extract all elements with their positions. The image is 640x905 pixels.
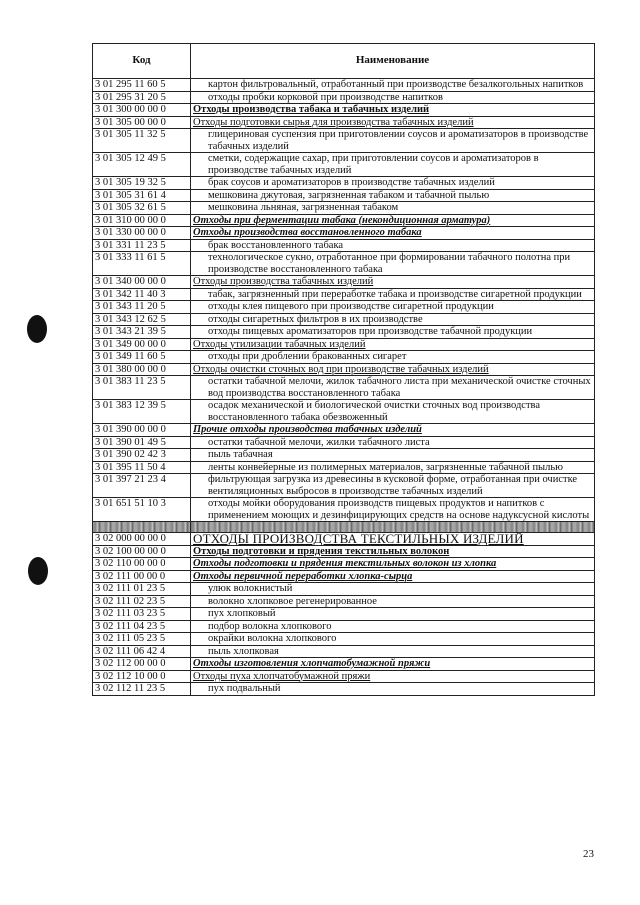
waste-code: 3 01 305 12 49 5 bbox=[93, 153, 191, 177]
table-row bbox=[93, 570, 595, 583]
waste-name-text: фильтрующая загрузка из древесины в кусковой форме, отработанная при очистке вентиляционных выбросов в производстве табачных изделий bbox=[208, 474, 578, 497]
waste-name-text: Отходы производства табака и табачных изделий bbox=[193, 104, 430, 115]
waste-code: 3 01 343 12 62 5 bbox=[93, 313, 191, 326]
table-row bbox=[93, 177, 595, 190]
waste-name bbox=[191, 376, 595, 400]
waste-name-text: отходы при дроблении бракованных сигарет bbox=[208, 351, 407, 362]
waste-code: 3 01 305 00 00 0 bbox=[93, 116, 191, 129]
table-row bbox=[93, 91, 595, 104]
table-header-row bbox=[93, 44, 595, 79]
waste-name bbox=[191, 498, 595, 522]
waste-name bbox=[191, 326, 595, 339]
waste-name bbox=[191, 474, 595, 498]
table-row bbox=[93, 449, 595, 462]
waste-name bbox=[191, 533, 595, 546]
waste-name-text: пух подвальный bbox=[208, 683, 281, 694]
waste-name-text: мешковина джутовая, загрязненная табаком и табачной пылью bbox=[208, 189, 490, 201]
table-row bbox=[93, 129, 595, 153]
waste-name-text: пух хлопковый bbox=[208, 608, 276, 619]
waste-name bbox=[191, 189, 595, 202]
waste-code: 3 01 305 31 61 4 bbox=[93, 189, 191, 202]
waste-name-text: остатки табачной мелочи, жилки табачного листа bbox=[208, 436, 430, 448]
column-header-name: Наименование bbox=[191, 44, 595, 79]
waste-code: 3 01 300 00 00 0 bbox=[93, 104, 191, 117]
waste-name-text: отходы сигаретных фильтров в их производстве bbox=[208, 313, 423, 325]
waste-name bbox=[191, 683, 595, 696]
waste-code: 3 02 112 00 00 0 bbox=[93, 658, 191, 671]
waste-name-text: ленты конвейерные из полимерных материалов, загрязненные табачной пылью bbox=[208, 461, 563, 473]
waste-name-text: Прочие отходы производства табачных изделий bbox=[193, 424, 422, 435]
table-row bbox=[93, 326, 595, 339]
waste-name bbox=[191, 276, 595, 289]
waste-name bbox=[191, 104, 595, 117]
waste-name-text: Отходы производства табачных изделий bbox=[193, 276, 374, 287]
punch-hole bbox=[28, 557, 48, 585]
waste-code: 3 01 390 00 00 0 bbox=[93, 424, 191, 437]
waste-name-text: глицериновая суспензия при приготовлении соусов и ароматизаторов в производстве табачных изделий bbox=[208, 129, 589, 152]
table-row bbox=[93, 338, 595, 351]
waste-name-text: картон фильтровальный, отработанный при производстве безалкогольных напитков bbox=[208, 79, 584, 90]
table-row bbox=[93, 363, 595, 376]
waste-name bbox=[191, 301, 595, 314]
waste-name bbox=[191, 424, 595, 437]
table-row bbox=[93, 608, 595, 621]
waste-name bbox=[191, 620, 595, 633]
waste-name-text: брак восстановленного табака bbox=[208, 239, 344, 251]
waste-code: 3 01 395 11 50 4 bbox=[93, 461, 191, 474]
waste-code: 3 01 651 51 10 3 bbox=[93, 498, 191, 522]
waste-name-text: остатки табачной мелочи, жилок табачного листа при механической очистке сточных вод производства восстановленного табака bbox=[208, 376, 591, 399]
waste-code: 3 02 111 06 42 4 bbox=[93, 645, 191, 658]
waste-code: 3 02 111 02 23 5 bbox=[93, 595, 191, 608]
table-row bbox=[93, 214, 595, 227]
waste-name bbox=[191, 129, 595, 153]
table-row bbox=[93, 116, 595, 129]
waste-name bbox=[191, 633, 595, 646]
waste-name-text: Отходы производства восстановленного табака bbox=[193, 227, 422, 238]
table-row bbox=[93, 400, 595, 424]
table-row bbox=[93, 189, 595, 202]
table-row bbox=[93, 104, 595, 117]
waste-name-text: отходы пробки корковой при производстве напитков bbox=[208, 91, 443, 103]
waste-name-text: пыль хлопковая bbox=[208, 645, 279, 657]
waste-name bbox=[191, 351, 595, 364]
waste-name bbox=[191, 670, 595, 683]
waste-name-text: Отходы подготовки и прядения текстильных волокон из хлопка bbox=[193, 558, 497, 569]
table-row bbox=[93, 533, 595, 546]
page-number: 23 bbox=[583, 848, 594, 860]
waste-name-text: Отходы первичной переработки хлопка-сырца bbox=[193, 570, 413, 582]
table-row bbox=[93, 670, 595, 683]
waste-name-text: волокно хлопковое регенерированное bbox=[208, 595, 377, 607]
waste-name-text: Отходы подготовки сырья для производства табачных изделий bbox=[193, 116, 474, 128]
table-row bbox=[93, 79, 595, 92]
waste-name-text: технологическое сукно, отработанное при формировании табачного полотна при производстве восстановленного табака bbox=[208, 252, 571, 275]
waste-code: 3 02 111 04 23 5 bbox=[93, 620, 191, 633]
waste-name bbox=[191, 558, 595, 571]
table-row bbox=[93, 202, 595, 215]
table-row bbox=[93, 424, 595, 437]
waste-name-text: брак соусов и ароматизаторов в производстве табачных изделий bbox=[208, 177, 495, 188]
waste-code: 3 02 000 00 00 0 bbox=[93, 533, 191, 546]
waste-code: 3 02 111 03 23 5 bbox=[93, 608, 191, 621]
waste-name bbox=[191, 313, 595, 326]
table-row bbox=[93, 474, 595, 498]
waste-name-text: сметки, содержащие сахар, при приготовлении соусов и ароматизаторов в производстве табачных изделий bbox=[208, 153, 539, 176]
waste-name bbox=[191, 595, 595, 608]
waste-name-text: окрайки волокна хлопкового bbox=[208, 633, 337, 644]
waste-name-text: подбор волокна хлопкового bbox=[208, 620, 332, 632]
waste-name-text: осадок механической и биологической очистки сточных вод производства восстановленного табака обезвоженный bbox=[208, 400, 541, 423]
waste-code: 3 01 390 02 42 3 bbox=[93, 449, 191, 462]
waste-name bbox=[191, 400, 595, 424]
waste-code: 3 01 383 11 23 5 bbox=[93, 376, 191, 400]
waste-name-text: Отходы подготовки и прядения текстильных волокон bbox=[193, 545, 450, 557]
table-row bbox=[93, 239, 595, 252]
waste-name-text: Отходы очистки сточных вод при производстве табачных изделий bbox=[193, 363, 489, 375]
waste-name bbox=[191, 239, 595, 252]
waste-name bbox=[191, 570, 595, 583]
table-row bbox=[93, 645, 595, 658]
waste-code: 3 01 330 00 00 0 bbox=[93, 227, 191, 240]
table-row bbox=[93, 153, 595, 177]
waste-name bbox=[191, 91, 595, 104]
waste-name-text: пыль табачная bbox=[208, 449, 273, 460]
waste-code: 3 01 397 21 23 4 bbox=[93, 474, 191, 498]
table-row bbox=[93, 658, 595, 671]
waste-code: 3 02 110 00 00 0 bbox=[93, 558, 191, 571]
waste-code: 3 02 111 05 23 5 bbox=[93, 633, 191, 646]
waste-name bbox=[191, 545, 595, 558]
waste-name bbox=[191, 227, 595, 240]
waste-code: 3 01 349 11 60 5 bbox=[93, 351, 191, 364]
waste-name bbox=[191, 153, 595, 177]
waste-code: 3 01 340 00 00 0 bbox=[93, 276, 191, 289]
waste-code: 3 01 383 12 39 5 bbox=[93, 400, 191, 424]
table-row bbox=[93, 376, 595, 400]
waste-code: 3 01 342 11 40 3 bbox=[93, 288, 191, 301]
table-row bbox=[93, 436, 595, 449]
waste-name-text: улюк волокнистый bbox=[208, 583, 293, 594]
band-cell bbox=[93, 522, 191, 533]
table-row bbox=[93, 313, 595, 326]
waste-code: 3 01 305 11 32 5 bbox=[93, 129, 191, 153]
waste-code: 3 01 349 00 00 0 bbox=[93, 338, 191, 351]
table-row bbox=[93, 252, 595, 276]
waste-name bbox=[191, 363, 595, 376]
waste-code: 3 01 305 19 32 5 bbox=[93, 177, 191, 190]
waste-name bbox=[191, 658, 595, 671]
waste-name-text: Отходы пуха хлопчатобумажной пряжи bbox=[193, 670, 371, 682]
waste-code: 3 02 112 11 23 5 bbox=[93, 683, 191, 696]
table-row bbox=[93, 498, 595, 522]
table-row bbox=[93, 595, 595, 608]
waste-code: 3 02 111 01 23 5 bbox=[93, 583, 191, 596]
waste-name bbox=[191, 608, 595, 621]
table-row bbox=[93, 276, 595, 289]
waste-code: 3 01 331 11 23 5 bbox=[93, 239, 191, 252]
waste-code: 3 01 380 00 00 0 bbox=[93, 363, 191, 376]
waste-code: 3 01 390 01 49 5 bbox=[93, 436, 191, 449]
waste-name bbox=[191, 645, 595, 658]
waste-name-text: ОТХОДЫ ПРОИЗВОДСТВА ТЕКСТИЛЬНЫХ ИЗДЕЛИЙ bbox=[193, 531, 524, 546]
waste-code: 3 01 295 11 60 5 bbox=[93, 79, 191, 92]
waste-code: 3 01 343 21 39 5 bbox=[93, 326, 191, 339]
waste-name bbox=[191, 449, 595, 462]
waste-name bbox=[191, 461, 595, 474]
waste-name bbox=[191, 583, 595, 596]
waste-name bbox=[191, 116, 595, 129]
waste-name bbox=[191, 252, 595, 276]
table-row bbox=[93, 558, 595, 571]
waste-code: 3 01 295 31 20 5 bbox=[93, 91, 191, 104]
waste-name bbox=[191, 177, 595, 190]
waste-name bbox=[191, 79, 595, 92]
waste-name bbox=[191, 202, 595, 215]
table-row bbox=[93, 461, 595, 474]
waste-name bbox=[191, 436, 595, 449]
table-row bbox=[93, 301, 595, 314]
waste-code: 3 01 310 00 00 0 bbox=[93, 214, 191, 227]
waste-name-text: отходы клея пищевого при производстве сигаретной продукции bbox=[208, 301, 494, 312]
waste-name-text: мешковина льняная, загрязненная табаком bbox=[208, 202, 399, 213]
waste-name bbox=[191, 338, 595, 351]
table-row bbox=[93, 683, 595, 696]
waste-code: 3 02 100 00 00 0 bbox=[93, 545, 191, 558]
waste-code: 3 02 112 10 00 0 bbox=[93, 670, 191, 683]
waste-name-text: отходы мойки оборудования производств пищевых продуктов и напитков с применением моющих и дезинфицирующих средств на основе надуксусной кислоты bbox=[208, 498, 590, 521]
waste-code: 3 01 343 11 20 5 bbox=[93, 301, 191, 314]
waste-name-text: табак, загрязненный при переработке табака и производстве сигаретной продукции bbox=[208, 288, 582, 300]
punch-hole bbox=[27, 315, 47, 343]
table-row bbox=[93, 633, 595, 646]
waste-code-table bbox=[92, 43, 595, 696]
table-row bbox=[93, 545, 595, 558]
table-row bbox=[93, 620, 595, 633]
waste-name-text: Отходы изготовления хлопчатобумажной пряжи bbox=[193, 658, 431, 669]
waste-name-text: отходы пищевых ароматизаторов при производстве табачной продукции bbox=[208, 326, 533, 337]
waste-name bbox=[191, 214, 595, 227]
waste-name bbox=[191, 288, 595, 301]
waste-code: 3 02 111 00 00 0 bbox=[93, 570, 191, 583]
waste-code: 3 01 333 11 61 5 bbox=[93, 252, 191, 276]
table-row bbox=[93, 351, 595, 364]
table-row bbox=[93, 288, 595, 301]
table-row bbox=[93, 583, 595, 596]
column-header-code: Код bbox=[93, 44, 191, 79]
table-row bbox=[93, 227, 595, 240]
waste-name-text: Отходы при ферментации табака (некондиционная арматура) bbox=[193, 214, 491, 226]
waste-name-text: Отходы утилизации табачных изделий bbox=[193, 338, 366, 350]
waste-code: 3 01 305 32 61 5 bbox=[93, 202, 191, 215]
